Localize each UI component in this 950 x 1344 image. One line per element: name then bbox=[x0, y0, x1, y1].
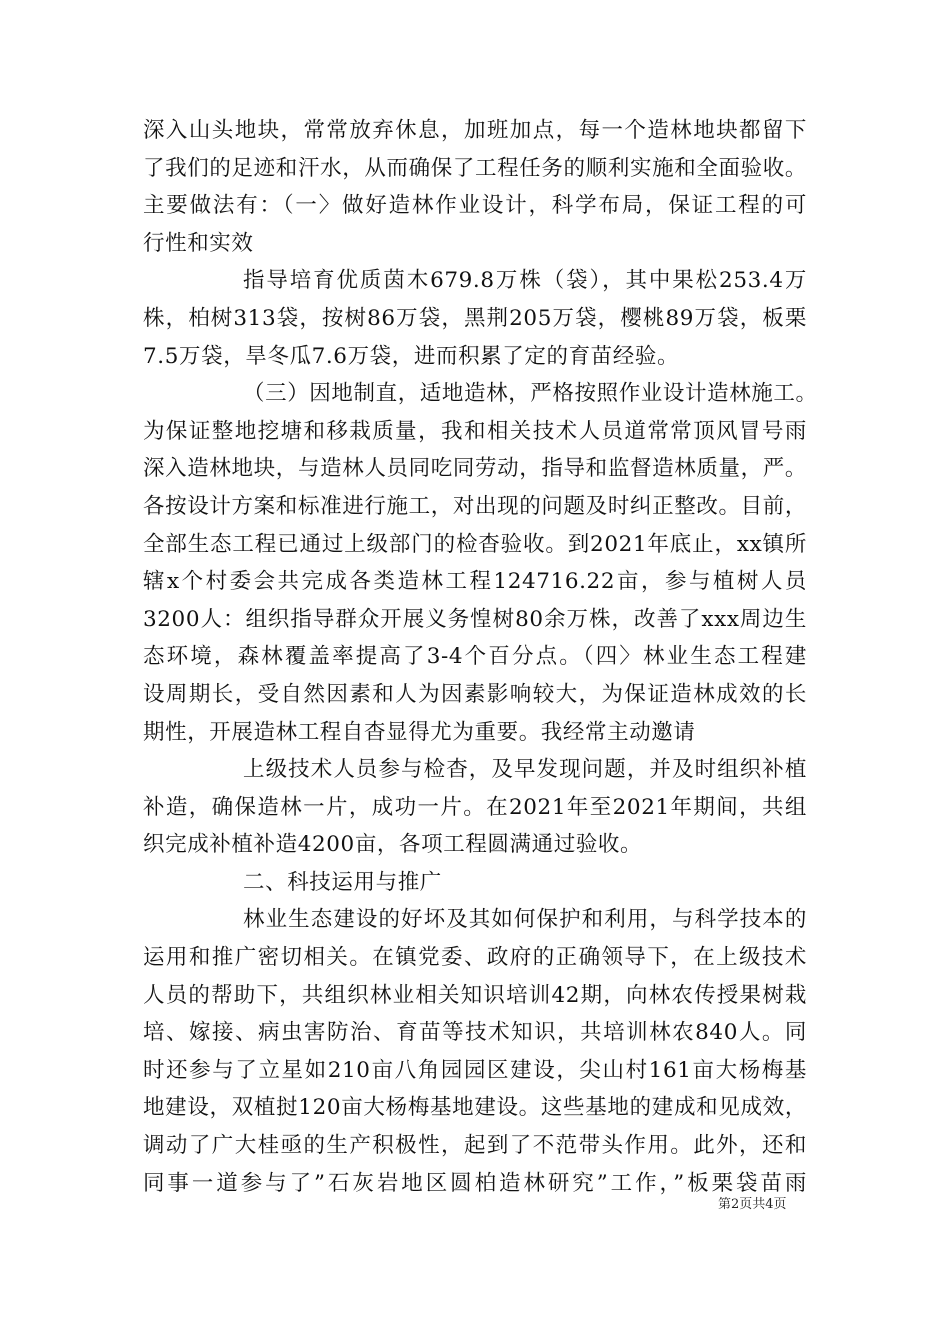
text-line: 设周期长，受自然因素和人为因素影响较大，为保证造林成效的长 bbox=[143, 681, 807, 707]
section-heading: 二、科技运用与推广 bbox=[243, 869, 442, 895]
text-line: 各按设计方案和标准进行施工，对出现的问题及时纠正整改。目前， bbox=[143, 493, 807, 519]
text-line: 人员的帮助下，共组织林业相关知识培训42期，向林农传授果树栽 bbox=[143, 982, 807, 1008]
text-line: 期性，开展造林工程自杳显得尤为重要。我经常主动邀请 bbox=[143, 719, 696, 745]
text-line: 织完成补植补造4200亩，各项工程圆满通过验收。 bbox=[143, 832, 643, 858]
text-line: 时还参与了立星如210亩八角园园区建设，尖山村161亩大杨梅基 bbox=[143, 1057, 807, 1083]
text-line: 同事一道参与了”石灰岩地区圆柏造林研究”工作，”板栗袋苗雨 bbox=[143, 1170, 807, 1196]
text-line: 全部生态工程已通过上级部门的检杳验收。到2021年底止，xx镇所 bbox=[143, 531, 807, 557]
text-line: 辖x个村委会共完成各类造林工程124716.22亩，参与植树人员 bbox=[143, 569, 807, 595]
text-line: 林业生态建设的好坏及其如何保护和利用，与科学技本的 bbox=[243, 907, 807, 933]
text-line: 补造，确保造林一片，成功一片。在2021年至2021年期间，共组 bbox=[143, 794, 807, 820]
text-line: 行性和实效 bbox=[143, 230, 254, 256]
text-line: 地建设，双植挝120亩大杨梅基地建设。这些基地的建成和见成效， bbox=[143, 1095, 807, 1121]
text-line: 调动了广大桂亟的生产积极性，起到了不范带头作用。此外，还和 bbox=[143, 1133, 807, 1159]
text-line: 上级技术人员参与检杳，及早发现问题，并及时组织补植 bbox=[243, 757, 807, 783]
text-line: 7.5万袋，旱冬瓜7.6万袋，进而积累了定的育苗经验。 bbox=[143, 343, 680, 369]
text-line: 培、嫁接、病虫害防治、育苗等技术知识，共培训林农840人。同 bbox=[143, 1020, 807, 1046]
text-line: 深入造林地块，与造林人员同吃同劳动，指导和监督造林质量，严。 bbox=[143, 456, 807, 482]
page-number: 第2页共4页 bbox=[718, 1197, 787, 1212]
text-line: 了我们的足迹和汗水，从而确保了工程任务的顺利实施和全面验收。 bbox=[143, 155, 807, 181]
text-line: （三）因地制直，适地造林，严格按照作业设计造林施工。 bbox=[243, 381, 818, 407]
document-body bbox=[143, 112, 818, 1202]
text-line: 株，柏树313袋，按树86万袋，黑荆205万袋，樱桃89万袋，板栗 bbox=[143, 305, 807, 331]
text-line: 为保证整地挖塘和移栽质量，我和相关技术人员道常常顶风冒号雨 bbox=[143, 418, 807, 444]
text-line: 3200人：组织指导群众开展义务惶树80余万株，改善了xxx周边生 bbox=[143, 606, 807, 632]
text-line: 深入山头地块，常常放弃休息，加班加点，每一个造林地块都留下 bbox=[143, 118, 807, 143]
text-line: 运用和推广密切相关。在镇党委、政府的正确领导下，在上级技术 bbox=[143, 945, 807, 971]
text-line: 态环境，森林覆盖率提高了3-4个百分点。（四〉林业生态工程建 bbox=[143, 644, 807, 670]
text-line: 指导培育优质茵木679.8万株（袋），其中果松253.4万 bbox=[243, 268, 807, 294]
text-line: 主要做法有：（一〉做好造林作业设计，科学布局，保证工程的可 bbox=[143, 193, 807, 219]
